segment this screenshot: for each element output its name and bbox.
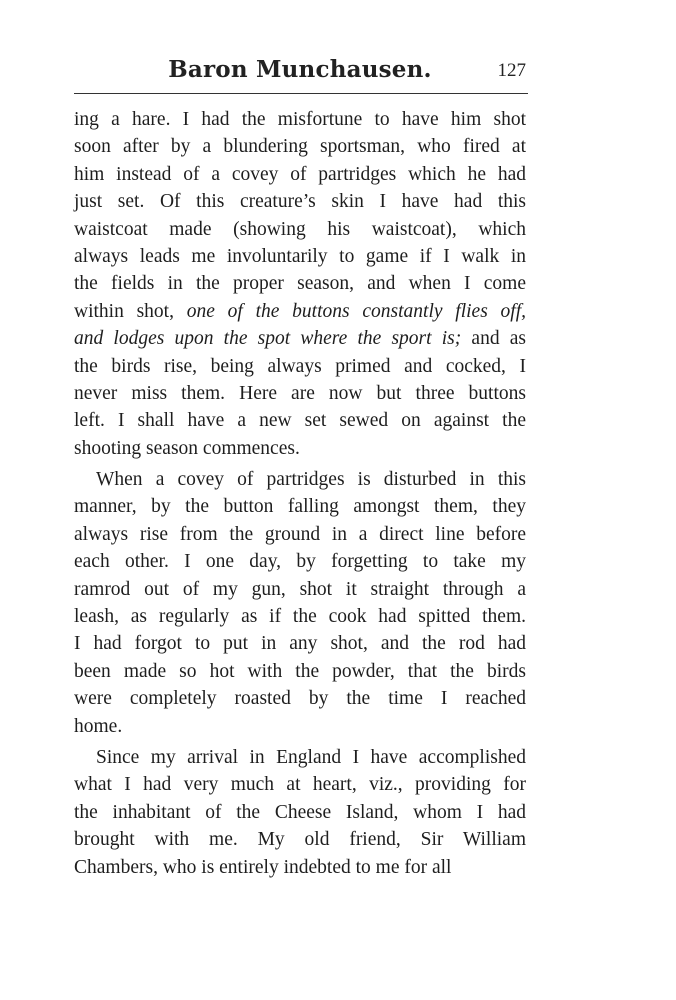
text-run: within shot, — [74, 300, 187, 322]
paragraph — [74, 466, 526, 740]
paragraph — [74, 106, 526, 462]
text-run: the birds rise, being always primed and cocked, I — [74, 355, 526, 377]
text-line — [74, 106, 526, 133]
text-line — [74, 685, 526, 712]
text-line — [74, 161, 526, 188]
header-rule — [74, 93, 528, 94]
text-line — [74, 270, 526, 297]
text-run: brought with me. My old friend, Sir William — [74, 829, 526, 851]
text-line — [74, 576, 526, 603]
text-run: waistcoat made (showing his waistcoat), which — [74, 218, 526, 240]
text-run: the inhabitant of the Cheese Island, whom I had — [74, 801, 526, 823]
text-line — [74, 298, 526, 325]
italic-text: and lodges upon the spot where the sport is; — [74, 328, 462, 350]
text-run: home. — [74, 715, 123, 737]
text-run: Since my arrival in England I have accomplished — [96, 746, 526, 768]
text-run: I had forgot to put in any shot, and the rod had — [74, 633, 526, 655]
text-run: never miss them. Here are now but three buttons — [74, 382, 526, 404]
text-run: shooting season commences. — [74, 437, 300, 459]
text-line — [74, 216, 526, 243]
text-run: the fields in the proper season, and when I come — [74, 273, 526, 295]
text-line — [74, 603, 526, 630]
text-line — [74, 466, 526, 493]
page-number: 127 — [497, 60, 526, 81]
text-run: were completely roasted by the time I reached — [74, 688, 526, 710]
running-title: Baron Munchausen. — [168, 56, 432, 83]
text-line — [74, 325, 526, 352]
text-run: always rise from the ground in a direct line before — [74, 523, 526, 545]
text-line — [74, 799, 526, 826]
text-run: soon after by a blundering sportsman, who fired at — [74, 136, 526, 158]
text-run: manner, by the button falling amongst them, they — [74, 496, 526, 518]
text-run: leash, as regularly as if the cook had spitted them. — [74, 606, 526, 628]
text-line — [74, 713, 526, 740]
text-line — [74, 630, 526, 657]
text-line — [74, 243, 526, 270]
text-line — [74, 493, 526, 520]
text-run: When a covey of partridges is disturbed in this — [96, 469, 526, 491]
running-head — [74, 56, 526, 90]
text-run: left. I shall have a new set sewed on against the — [74, 410, 526, 432]
text-run: always leads me involuntarily to game if I walk in — [74, 245, 526, 267]
text-line — [74, 435, 526, 462]
text-run: and as — [461, 328, 526, 350]
text-run: ing a hare. I had the misfortune to have him shot — [74, 109, 526, 130]
text-line — [74, 521, 526, 548]
text-run: ramrod out of my gun, shot it straight through a — [74, 578, 526, 600]
text-run: just set. Of this creature’s skin I have had this — [74, 191, 526, 213]
text-run: him instead of a covey of partridges which he had — [74, 163, 526, 185]
text-line — [74, 380, 526, 407]
paragraph — [74, 744, 526, 881]
italic-text: one of the buttons constantly flies off, — [186, 300, 526, 322]
text-line — [74, 658, 526, 685]
text-line — [74, 826, 526, 853]
text-line — [74, 548, 526, 575]
text-run: what I had very much at heart, viz., providing for — [74, 774, 526, 796]
body-text — [74, 106, 526, 881]
text-line — [74, 771, 526, 798]
text-line — [74, 353, 526, 380]
text-run: each other. I one day, by forgetting to take my — [74, 551, 526, 573]
text-line — [74, 133, 526, 160]
text-line — [74, 854, 526, 881]
text-line — [74, 188, 526, 215]
text-line — [74, 744, 526, 771]
text-line — [74, 407, 526, 434]
text-run: Chambers, who is entirely indebted to me for all — [74, 856, 452, 878]
text-run: been made so hot with the powder, that the birds — [74, 660, 526, 682]
